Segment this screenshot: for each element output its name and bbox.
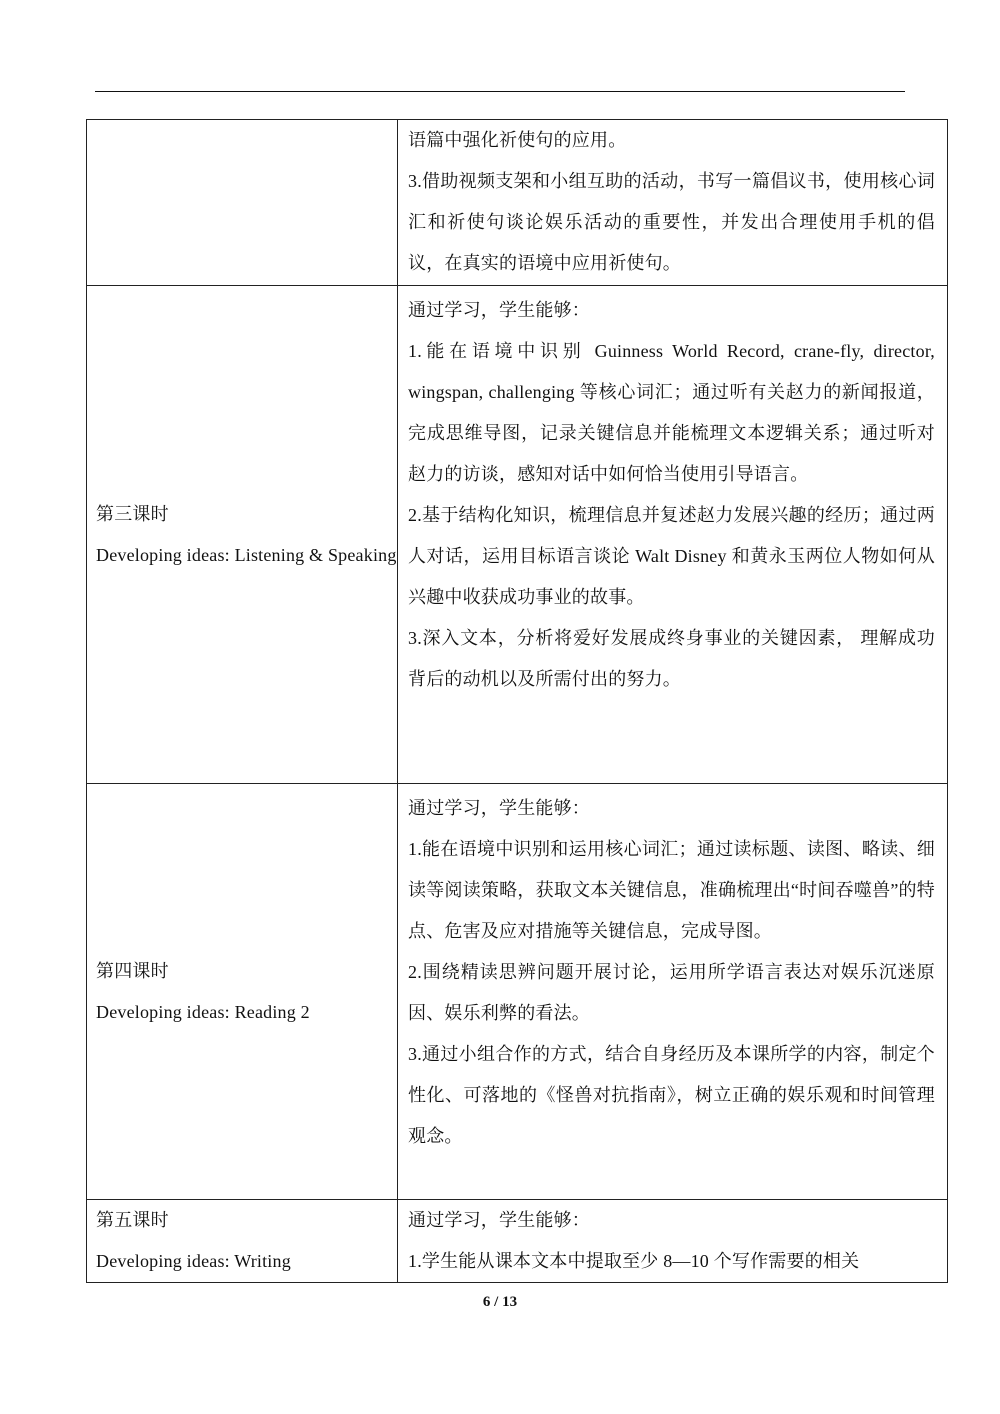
objective-intro: 通过学习，学生能够：	[408, 300, 590, 320]
lesson-cell-empty	[87, 120, 398, 286]
lesson-title: 第五课时	[96, 1210, 169, 1230]
objective-text: 3.借助视频支架和小组互助的活动，书写一篇倡议书，使用核心词汇和祈使句谈论娱乐活动的重要性，并发出合理使用手机的倡议，在真实的语境中应用祈使句。	[408, 171, 935, 273]
table-row	[87, 1200, 948, 1283]
objective-text: 2.围绕精读思辨问题开展讨论，运用所学语言表达对娱乐沉迷原因、娱乐利弊的看法。	[408, 962, 935, 1023]
objective-text: 2.基于结构化知识，梳理信息并复述赵力发展兴趣的经历；通过两人对话，运用目标语言谈论 Walt Disney 和黄永玉两位人物如何从兴趣中收获成功事业的故事。	[408, 505, 935, 607]
objective-text: 1.学生能从课本文本中提取至少 8—10 个写作需要的相关	[408, 1251, 860, 1271]
lesson-title: 第四课时	[96, 960, 169, 981]
objective-intro: 通过学习，学生能够：	[408, 798, 590, 818]
objectives-cell	[398, 286, 948, 784]
lesson-subtitle: Developing ideas: Listening & Speaking	[96, 544, 397, 565]
objective-text: 1.能在语境中识别和运用核心词汇；通过读标题、读图、略读、细读等阅读策略，获取文本关键信息，准确梳理出“时间吞噬兽”的特点、危害及应对措施等关键信息，完成导图。	[408, 839, 935, 941]
table-row	[87, 286, 948, 784]
lesson-subtitle: Developing ideas: Reading 2	[96, 1001, 310, 1022]
lesson-subtitle: Developing ideas: Writing	[96, 1251, 291, 1271]
objective-intro: 通过学习，学生能够：	[408, 1210, 590, 1230]
objective-text: 3.通过小组合作的方式，结合自身经历及本课所学的内容，制定个性化、可落地的《怪兽对抗指南》，树立正确的娱乐观和时间管理观念。	[408, 1044, 935, 1146]
objective-text: 语篇中强化祈使句的应用。	[408, 130, 627, 150]
objectives-cell	[398, 120, 948, 286]
objective-text: 3.深入文本，分析将爱好发展成终身事业的关键因素， 理解成功背后的动机以及所需付出的努力。	[408, 628, 935, 689]
lesson-title: 第三课时	[96, 503, 169, 524]
objectives-cell	[398, 784, 948, 1200]
header-rule	[95, 91, 905, 92]
objective-text: 1.能在语境中识别 Guinness World Record, crane-fly, director, wingspan, challenging 等核心词汇；通过听有关赵力的新闻报道，完成思维导图，记录关键信息并能梳理文本逻辑关系；通过听对赵力的访谈，感知对话中如何恰当使用引导语言。	[408, 341, 935, 484]
lesson-objectives-table	[86, 119, 948, 1283]
lesson-cell	[87, 286, 398, 784]
lesson-cell	[87, 1200, 398, 1283]
page-number: 6 / 13	[482, 1294, 518, 1310]
table-row	[87, 120, 948, 286]
lesson-cell	[87, 784, 398, 1200]
objectives-cell	[398, 1200, 948, 1283]
table-row	[87, 784, 948, 1200]
